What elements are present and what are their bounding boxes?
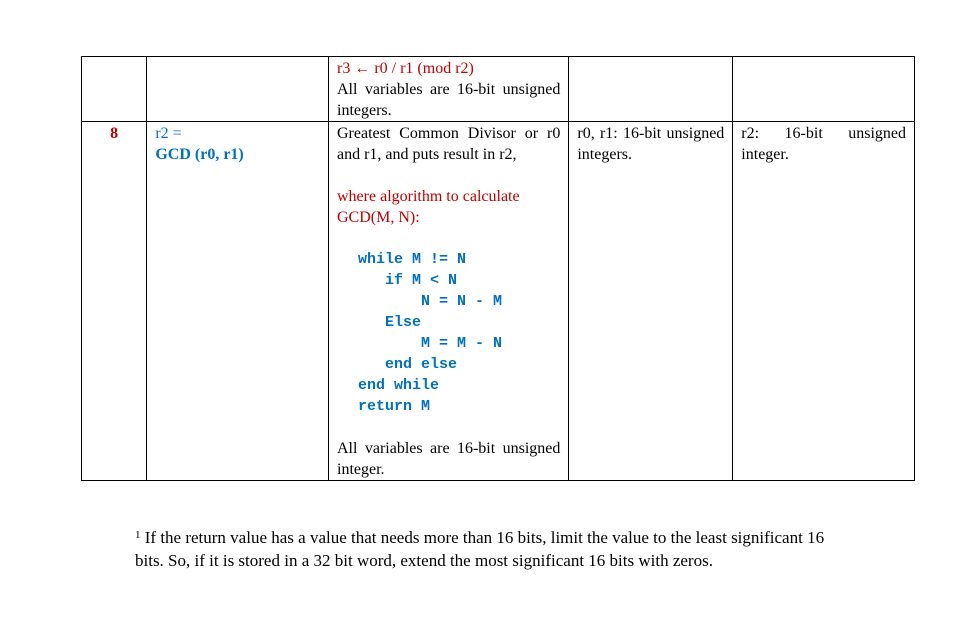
algorithm-heading: where algorithm to calculate GCD(M, N): — [337, 188, 520, 226]
footnote — [135, 524, 825, 572]
table-row — [82, 57, 915, 122]
inputs-cell: r0, r1: 16-bit unsigned integers. — [569, 122, 733, 481]
description-intro: Greatest Common Divisor or r0 and r1, and puts result in r2, — [337, 125, 561, 163]
row-number-cell: 8 — [82, 122, 147, 481]
description-note: All variables are 16-bit unsigned integer. — [337, 440, 561, 478]
code-line: while M != N — [358, 251, 467, 268]
instruction-table — [81, 56, 915, 481]
operation-cell — [147, 57, 329, 122]
footnote-text: If the return value has a value that needs more than 16 bits, limit the value to the least significant 16 bits. So, if it is stored in a 32 bit word, extend the most significant 16 bits with zeros. — [135, 528, 825, 570]
code-line: if M < N — [358, 272, 458, 289]
outputs-cell: r2: 16-bit unsigned integer. — [733, 122, 915, 481]
description-cell — [329, 57, 569, 122]
code-line: N = N - M — [358, 293, 503, 310]
code-line: M = M - N — [358, 335, 503, 352]
inputs-cell — [569, 57, 733, 122]
code-line: Else — [358, 314, 422, 331]
description-cell — [329, 122, 569, 481]
outputs-cell — [733, 57, 915, 122]
table-row — [82, 122, 915, 481]
row-number-cell — [82, 57, 147, 122]
description-note: All variables are 16-bit unsigned integers. — [337, 81, 561, 119]
footnote-marker: 1 — [135, 529, 141, 541]
operation-name: GCD (r0, r1) — [155, 146, 244, 163]
operation-line: r2 = — [155, 125, 182, 142]
code-line: end else — [358, 356, 458, 373]
code-line: end while — [358, 377, 440, 394]
code-line: return M — [358, 398, 431, 415]
algorithm-code-block — [337, 249, 560, 417]
description-formula: r3 ← r0 / r1 (mod r2) — [337, 60, 474, 77]
operation-cell — [147, 122, 329, 481]
